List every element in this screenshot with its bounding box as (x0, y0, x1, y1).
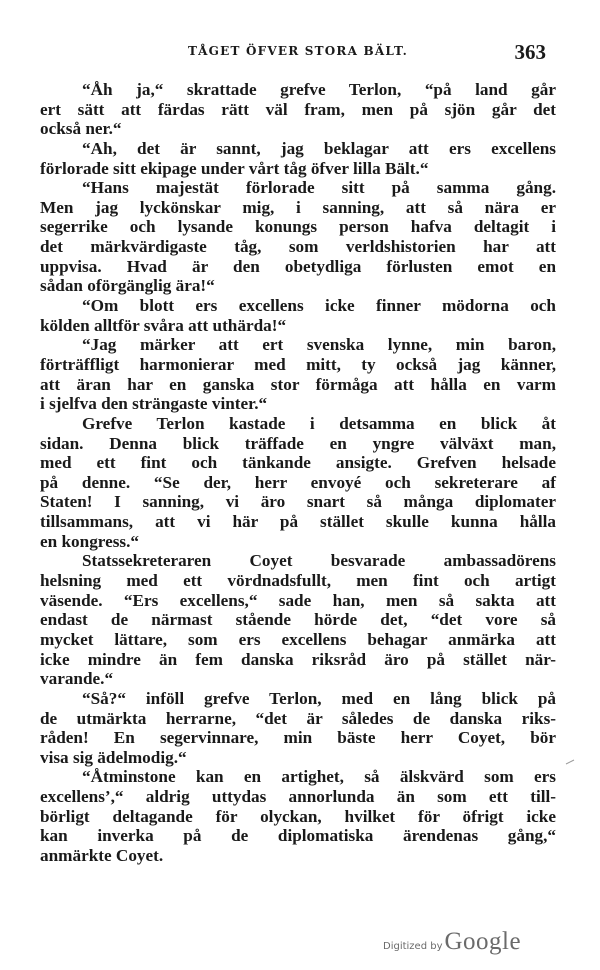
text-line: på denne. “Se der, herr envoyé och sekreterare af (40, 472, 556, 492)
text-line: tillsammans, att vi här på stället skulle kunna hålla (40, 512, 556, 532)
text-line: sådan oförgänglig ära!“ (40, 276, 215, 296)
page-number: 363 (514, 40, 546, 64)
text-line: “Jag märker att ert svenska lynne, min baron, (82, 335, 556, 355)
text-line: en kongress.“ (40, 531, 140, 551)
text-line: i sjelfva den strängaste vinter.“ (40, 394, 268, 414)
text-line: “Så?“ inföll grefve Terlon, med en lång blick på (82, 688, 556, 708)
running-title: TÅGET ÖFVER STORA BÄLT. (188, 44, 408, 58)
text-line: Statssekreteraren Coyet besvarade ambassadörens (82, 551, 556, 571)
text-line: mycket lättare, som ers excellens behagar anmärka att (40, 629, 556, 649)
text-line: icke mindre än fem danska riksråd äro på stället när- (40, 649, 556, 669)
digitized-by-google-watermark (383, 928, 521, 964)
text-line: sidan. Denna blick träffade en yngre välväxt man, (40, 433, 556, 453)
body-text (40, 80, 556, 866)
google-logo: Google (444, 928, 522, 955)
text-line: förlorade sitt ekipage under vårt tåg öfver lilla Bält.“ (40, 158, 429, 178)
text-line: kölden alltför svåra att uthärda!“ (40, 315, 287, 335)
text-line: uppvisa. Hvad är den obetydliga förlusten emot en (40, 256, 556, 276)
text-line: ert sätt att färdas rätt väl fram, men på sjön går det (40, 99, 556, 119)
text-line: förträffligt harmonierar med mitt, ty också jag känner, (40, 354, 556, 374)
text-line: med ett fint och tänkande ansigte. Grefven helsade (40, 453, 556, 473)
text-line: endast de närmast stående hörde det, “det vore så (40, 610, 556, 630)
text-line: de utmärkta herrarne, “det är således de danska riks- (40, 708, 556, 728)
text-line: Staten! I sanning, vi äro snart så många diplomater (40, 492, 556, 512)
text-line: “Om blott ers excellens icke finner mödorna och (82, 296, 556, 316)
text-line: Men jag lyckönskar mig, i sanning, att så nära er (40, 197, 556, 217)
text-line: anmärkte Coyet. (40, 845, 164, 865)
text-line: kan inverka på de diplomatiska ärendenas gång,“ (40, 826, 556, 846)
running-head (36, 40, 560, 68)
text-line: helsning med ett vördnadsfullt, men fint och artigt (40, 571, 556, 591)
text-line: börligt deltagande för olyckan, hvilket för öfrigt icke (40, 806, 556, 826)
text-line: “Åh ja,“ skrattade grefve Terlon, “på land går (82, 80, 556, 99)
text-line: visa sig ädelmodig.“ (40, 747, 187, 767)
digitized-by-label: Digitized by (383, 941, 443, 952)
text-line: “Ah, det är sannt, jag beklagar att ers excellens (82, 138, 556, 158)
text-line: “Hans majestät förlorade sitt på samma gång. (82, 178, 556, 198)
margin-pencil-mark (565, 759, 575, 765)
text-line: segerrike och lysande konungs person hafva deltagit i (40, 217, 556, 237)
text-line: excellens’,“ aldrig uttydas annorlunda än som ett till- (40, 787, 556, 807)
text-line: “Åtminstone kan en artighet, så älskvärd som ers (82, 767, 556, 787)
text-line: väsende. “Ers excellens,“ sade han, men så sakta att (40, 590, 556, 610)
text-line: att äran har en ganska stor förmåga att hålla en varm (40, 374, 556, 394)
text-line: Grefve Terlon kastade i detsamma en blick åt (82, 413, 556, 433)
text-line: det märkvärdigaste tåg, som verldshistorien har att (40, 237, 556, 257)
text-line: varande.“ (40, 669, 114, 689)
text-line: råden! En segervinnare, min bäste herr Coyet, bör (40, 728, 556, 748)
text-line: också ner.“ (40, 119, 122, 139)
